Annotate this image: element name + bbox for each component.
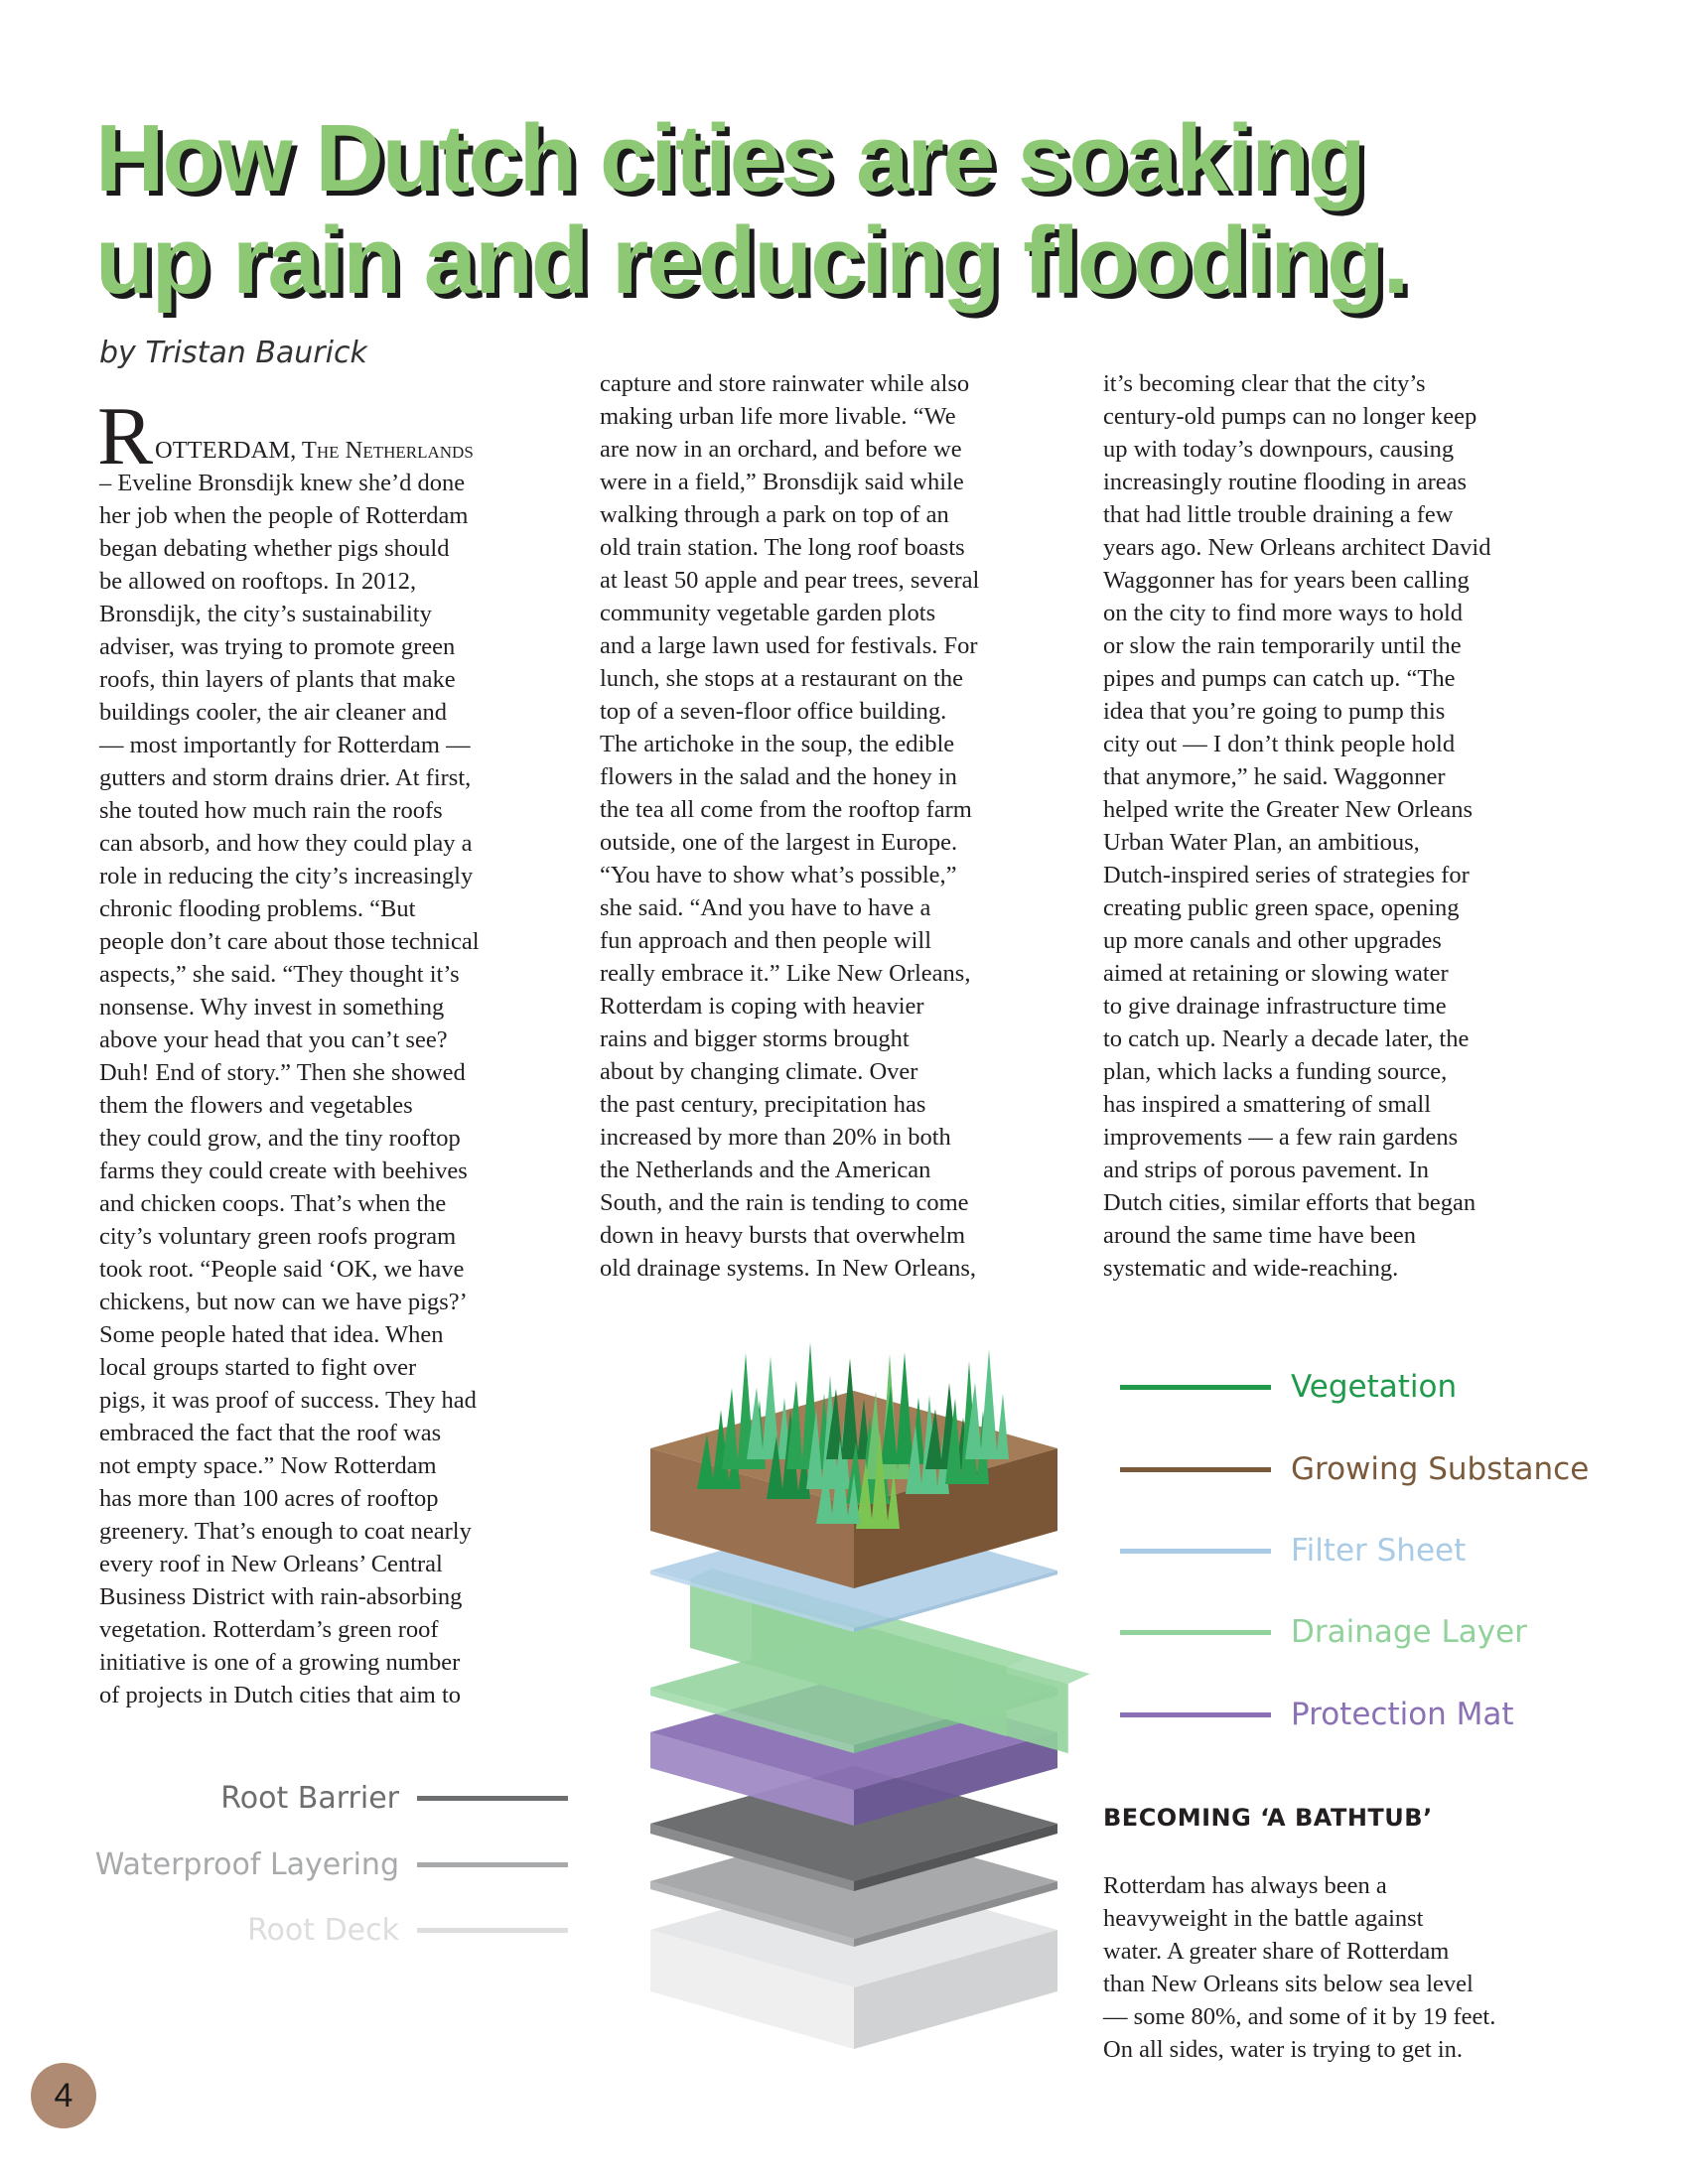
- text-line: at least 50 apple and pear trees, several: [600, 567, 980, 594]
- text-line: it’s becoming clear that the city’s: [1103, 370, 1426, 397]
- text-line: Duh! End of story.” Then she showed: [99, 1059, 466, 1086]
- headline-line-2: up rain and reducing flooding.: [95, 207, 1408, 314]
- drop-cap: R: [97, 390, 154, 482]
- text-line: aspects,” she said. “They thought it’s: [99, 961, 460, 988]
- text-line: Dutch-inspired series of strategies for: [1103, 862, 1470, 888]
- text-line: were in a field,” Bronsdijk said while: [600, 469, 964, 495]
- text-line: gutters and storm drains drier. At first,: [99, 764, 472, 791]
- legend-label: Growing Substance: [1291, 1451, 1590, 1487]
- text-line: community vegetable garden plots: [600, 600, 936, 626]
- text-line: The artichoke in the soup, the edible: [600, 731, 955, 757]
- text-line: South, and the rain is tending to come: [600, 1189, 969, 1216]
- article-column-4: [1103, 1869, 1495, 2066]
- text-line: chronic flooding problems. “But: [99, 895, 416, 922]
- text-line: Urban Water Plan, an ambitious,: [1103, 829, 1420, 856]
- text-line: city’s voluntary green roofs program: [99, 1223, 457, 1250]
- text-line: than New Orleans sits below sea level: [1103, 1971, 1474, 1997]
- text-line: role in reducing the city’s increasingly: [99, 863, 474, 889]
- text-line: has more than 100 acres of rooftop: [99, 1485, 439, 1512]
- text-line: old drainage systems. In New Orleans,: [600, 1255, 976, 1282]
- text-line: top of a seven-floor office building.: [600, 698, 947, 725]
- legend-item-protection-mat: [1120, 1697, 1514, 1732]
- text-line: embraced the fact that the roof was: [99, 1420, 442, 1446]
- text-line: them the flowers and vegetables: [99, 1092, 413, 1119]
- text-line: and a large lawn used for festivals. For: [600, 632, 978, 659]
- text-line: century-old pumps can no longer keep: [1103, 403, 1477, 430]
- text-line: — some 80%, and some of it by 19 feet.: [1103, 2003, 1496, 2030]
- text-line: roofs, thin layers of plants that make: [99, 666, 456, 693]
- legend-item-root-barrier: [220, 1781, 568, 1816]
- text-line: not empty space.” Now Rotterdam: [99, 1452, 437, 1479]
- text-line: fun approach and then people will: [600, 927, 932, 954]
- text-line: really embrace it.” Like New Orleans,: [600, 960, 971, 987]
- text-line: around the same time have been: [1103, 1222, 1416, 1249]
- text-line: began debating whether pigs should: [99, 535, 450, 562]
- text-line: water. A greater share of Rotterdam: [1103, 1938, 1450, 1965]
- text-line: — most importantly for Rotterdam —: [99, 732, 471, 758]
- text-line: On all sides, water is trying to get in.: [1103, 2036, 1463, 2063]
- text-line: Some people hated that idea. When: [99, 1321, 444, 1348]
- text-line: plan, which lacks a funding source,: [1103, 1058, 1448, 1085]
- legend-label: Root Barrier: [220, 1781, 399, 1816]
- grass-blade: [786, 1342, 830, 1469]
- text-line: flowers in the salad and the honey in: [600, 763, 957, 790]
- text-line: farms they could create with beehives: [99, 1158, 468, 1184]
- text-line: systematic and wide-reaching.: [1103, 1255, 1399, 1282]
- legend-line: [1120, 1630, 1271, 1635]
- text-line: of projects in Dutch cities that aim to: [99, 1682, 462, 1708]
- text-line: she said. “And you have to have a: [600, 894, 931, 921]
- grass-blade: [747, 1356, 790, 1459]
- legend-label: Waterproof Layering: [94, 1847, 399, 1882]
- text-line: lunch, she stops at a restaurant on the: [600, 665, 964, 692]
- legend-line: [1120, 1467, 1271, 1472]
- headline-line-1: How Dutch cities are soaking: [95, 105, 1364, 211]
- byline: by Tristan Baurick: [99, 336, 367, 370]
- text-line: that anymore,” he said. Waggonner: [1103, 763, 1446, 790]
- text-line: the tea all come from the rooftop farm: [600, 796, 972, 823]
- text-line: buildings cooler, the air cleaner and: [99, 699, 448, 726]
- text-line: down in heavy bursts that overwhelm: [600, 1222, 966, 1249]
- legend-line: [417, 1796, 568, 1801]
- legend-item-filter-sheet: [1120, 1533, 1466, 1569]
- text-line: up more canals and other upgrades: [1103, 927, 1442, 954]
- page-number: 4: [54, 2076, 73, 2115]
- text-line: every roof in New Orleans’ Central: [99, 1551, 443, 1577]
- legend-line: [417, 1862, 568, 1867]
- legend-item-root-deck: [247, 1913, 568, 1948]
- legend-item-drainage-layer: [1120, 1614, 1527, 1650]
- text-line: they could grow, and the tiny rooftop: [99, 1125, 461, 1152]
- text-line: walking through a park on top of an: [600, 501, 949, 528]
- legend-item-vegetation: [1120, 1369, 1457, 1405]
- text-line: are now in an orchard, and before we: [600, 436, 962, 463]
- legend-item-waterproof-layering: [95, 1847, 568, 1882]
- legend-line: [1120, 1385, 1271, 1390]
- text-line: Waggonner has for years been calling: [1103, 567, 1470, 594]
- text-line: Business District with rain-absorbing: [99, 1583, 463, 1610]
- text-line: heavyweight in the battle against: [1103, 1905, 1424, 1932]
- text-line: and strips of porous pavement. In: [1103, 1157, 1429, 1183]
- text-line: increasingly routine flooding in areas: [1103, 469, 1468, 495]
- text-line: people don’t care about those technical: [99, 928, 480, 955]
- legend-line: [1120, 1549, 1271, 1554]
- text-line: initiative is one of a growing number: [99, 1649, 461, 1676]
- text-line: city out — I don’t think people hold: [1103, 731, 1456, 757]
- legend-label: Protection Mat: [1291, 1697, 1514, 1732]
- text-line: or slow the rain temporarily until the: [1103, 632, 1462, 659]
- text-line: “You have to show what’s possible,”: [600, 862, 957, 888]
- text-line: – Eveline Bronsdijk knew she’d done: [99, 470, 466, 496]
- text-line: up with today’s downpours, causing: [1103, 436, 1455, 463]
- first-line: OTTERDAM, The Netherlands: [155, 437, 474, 464]
- text-line: on the city to find more ways to hold: [1103, 600, 1463, 626]
- text-line: can absorb, and how they could play a: [99, 830, 473, 857]
- text-line: Rotterdam is coping with heavier: [600, 993, 924, 1020]
- legend-line: [1120, 1712, 1271, 1717]
- text-line: rains and bigger storms brought: [600, 1025, 910, 1052]
- legend-item-growing-substance: [1120, 1451, 1589, 1487]
- legend-line: [417, 1928, 568, 1933]
- legend-label: Filter Sheet: [1291, 1533, 1467, 1569]
- text-line: local groups started to fight over: [99, 1354, 417, 1381]
- text-line: making urban life more livable. “We: [600, 403, 956, 430]
- text-line: about by changing climate. Over: [600, 1058, 918, 1085]
- text-line: to give drainage infrastructure time: [1103, 993, 1447, 1020]
- text-line: to catch up. Nearly a decade later, the: [1103, 1025, 1470, 1052]
- text-line: Bronsdijk, the city’s sustainability: [99, 601, 432, 627]
- text-line: the past century, precipitation has: [600, 1091, 926, 1118]
- legend-label: Drainage Layer: [1291, 1614, 1527, 1650]
- text-line: helped write the Greater New Orleans: [1103, 796, 1474, 823]
- page-number-badge: [31, 2063, 96, 2128]
- text-line: creating public green space, opening: [1103, 894, 1460, 921]
- section-subheading: BECOMING ‘A BATHTUB’: [1103, 1804, 1433, 1832]
- text-line: that had little trouble draining a few: [1103, 501, 1454, 528]
- text-line: nonsense. Why invest in something: [99, 994, 445, 1021]
- text-line: has inspired a smattering of small: [1103, 1091, 1431, 1118]
- text-line: she touted how much rain the roofs: [99, 797, 443, 824]
- text-line: be allowed on rooftops. In 2012,: [99, 568, 417, 595]
- text-line: vegetation. Rotterdam’s green roof: [99, 1616, 439, 1643]
- text-line: and chicken coops. That’s when the: [99, 1190, 447, 1217]
- text-line: above your head that you can’t see?: [99, 1026, 448, 1053]
- legend-label: Root Deck: [247, 1913, 399, 1948]
- text-line: increased by more than 20% in both: [600, 1124, 951, 1151]
- legend-label: Vegetation: [1291, 1369, 1458, 1405]
- text-line: pipes and pumps can catch up. “The: [1103, 665, 1456, 692]
- text-line: old train station. The long roof boasts: [600, 534, 965, 561]
- text-line: capture and store rainwater while also: [600, 370, 970, 397]
- text-line: idea that you’re going to pump this: [1103, 698, 1446, 725]
- text-line: years ago. New Orleans architect David: [1103, 534, 1491, 561]
- text-line: chickens, but now can we have pigs?’: [99, 1289, 468, 1315]
- text-line: took root. “People said ‘OK, we have: [99, 1256, 465, 1283]
- text-line: the Netherlands and the American: [600, 1157, 931, 1183]
- text-line: outside, one of the largest in Europe.: [600, 829, 958, 856]
- text-line: greenery. That’s enough to coat nearly: [99, 1518, 472, 1545]
- text-line: aimed at retaining or slowing water: [1103, 960, 1449, 987]
- text-line: adviser, was trying to promote green: [99, 633, 456, 660]
- text-line: Rotterdam has always been a: [1103, 1872, 1387, 1899]
- text-line: improvements — a few rain gardens: [1103, 1124, 1459, 1151]
- text-line: pigs, it was proof of success. They had: [99, 1387, 477, 1414]
- text-line: her job when the people of Rotterdam: [99, 502, 469, 529]
- text-line: Dutch cities, similar efforts that began: [1103, 1189, 1477, 1216]
